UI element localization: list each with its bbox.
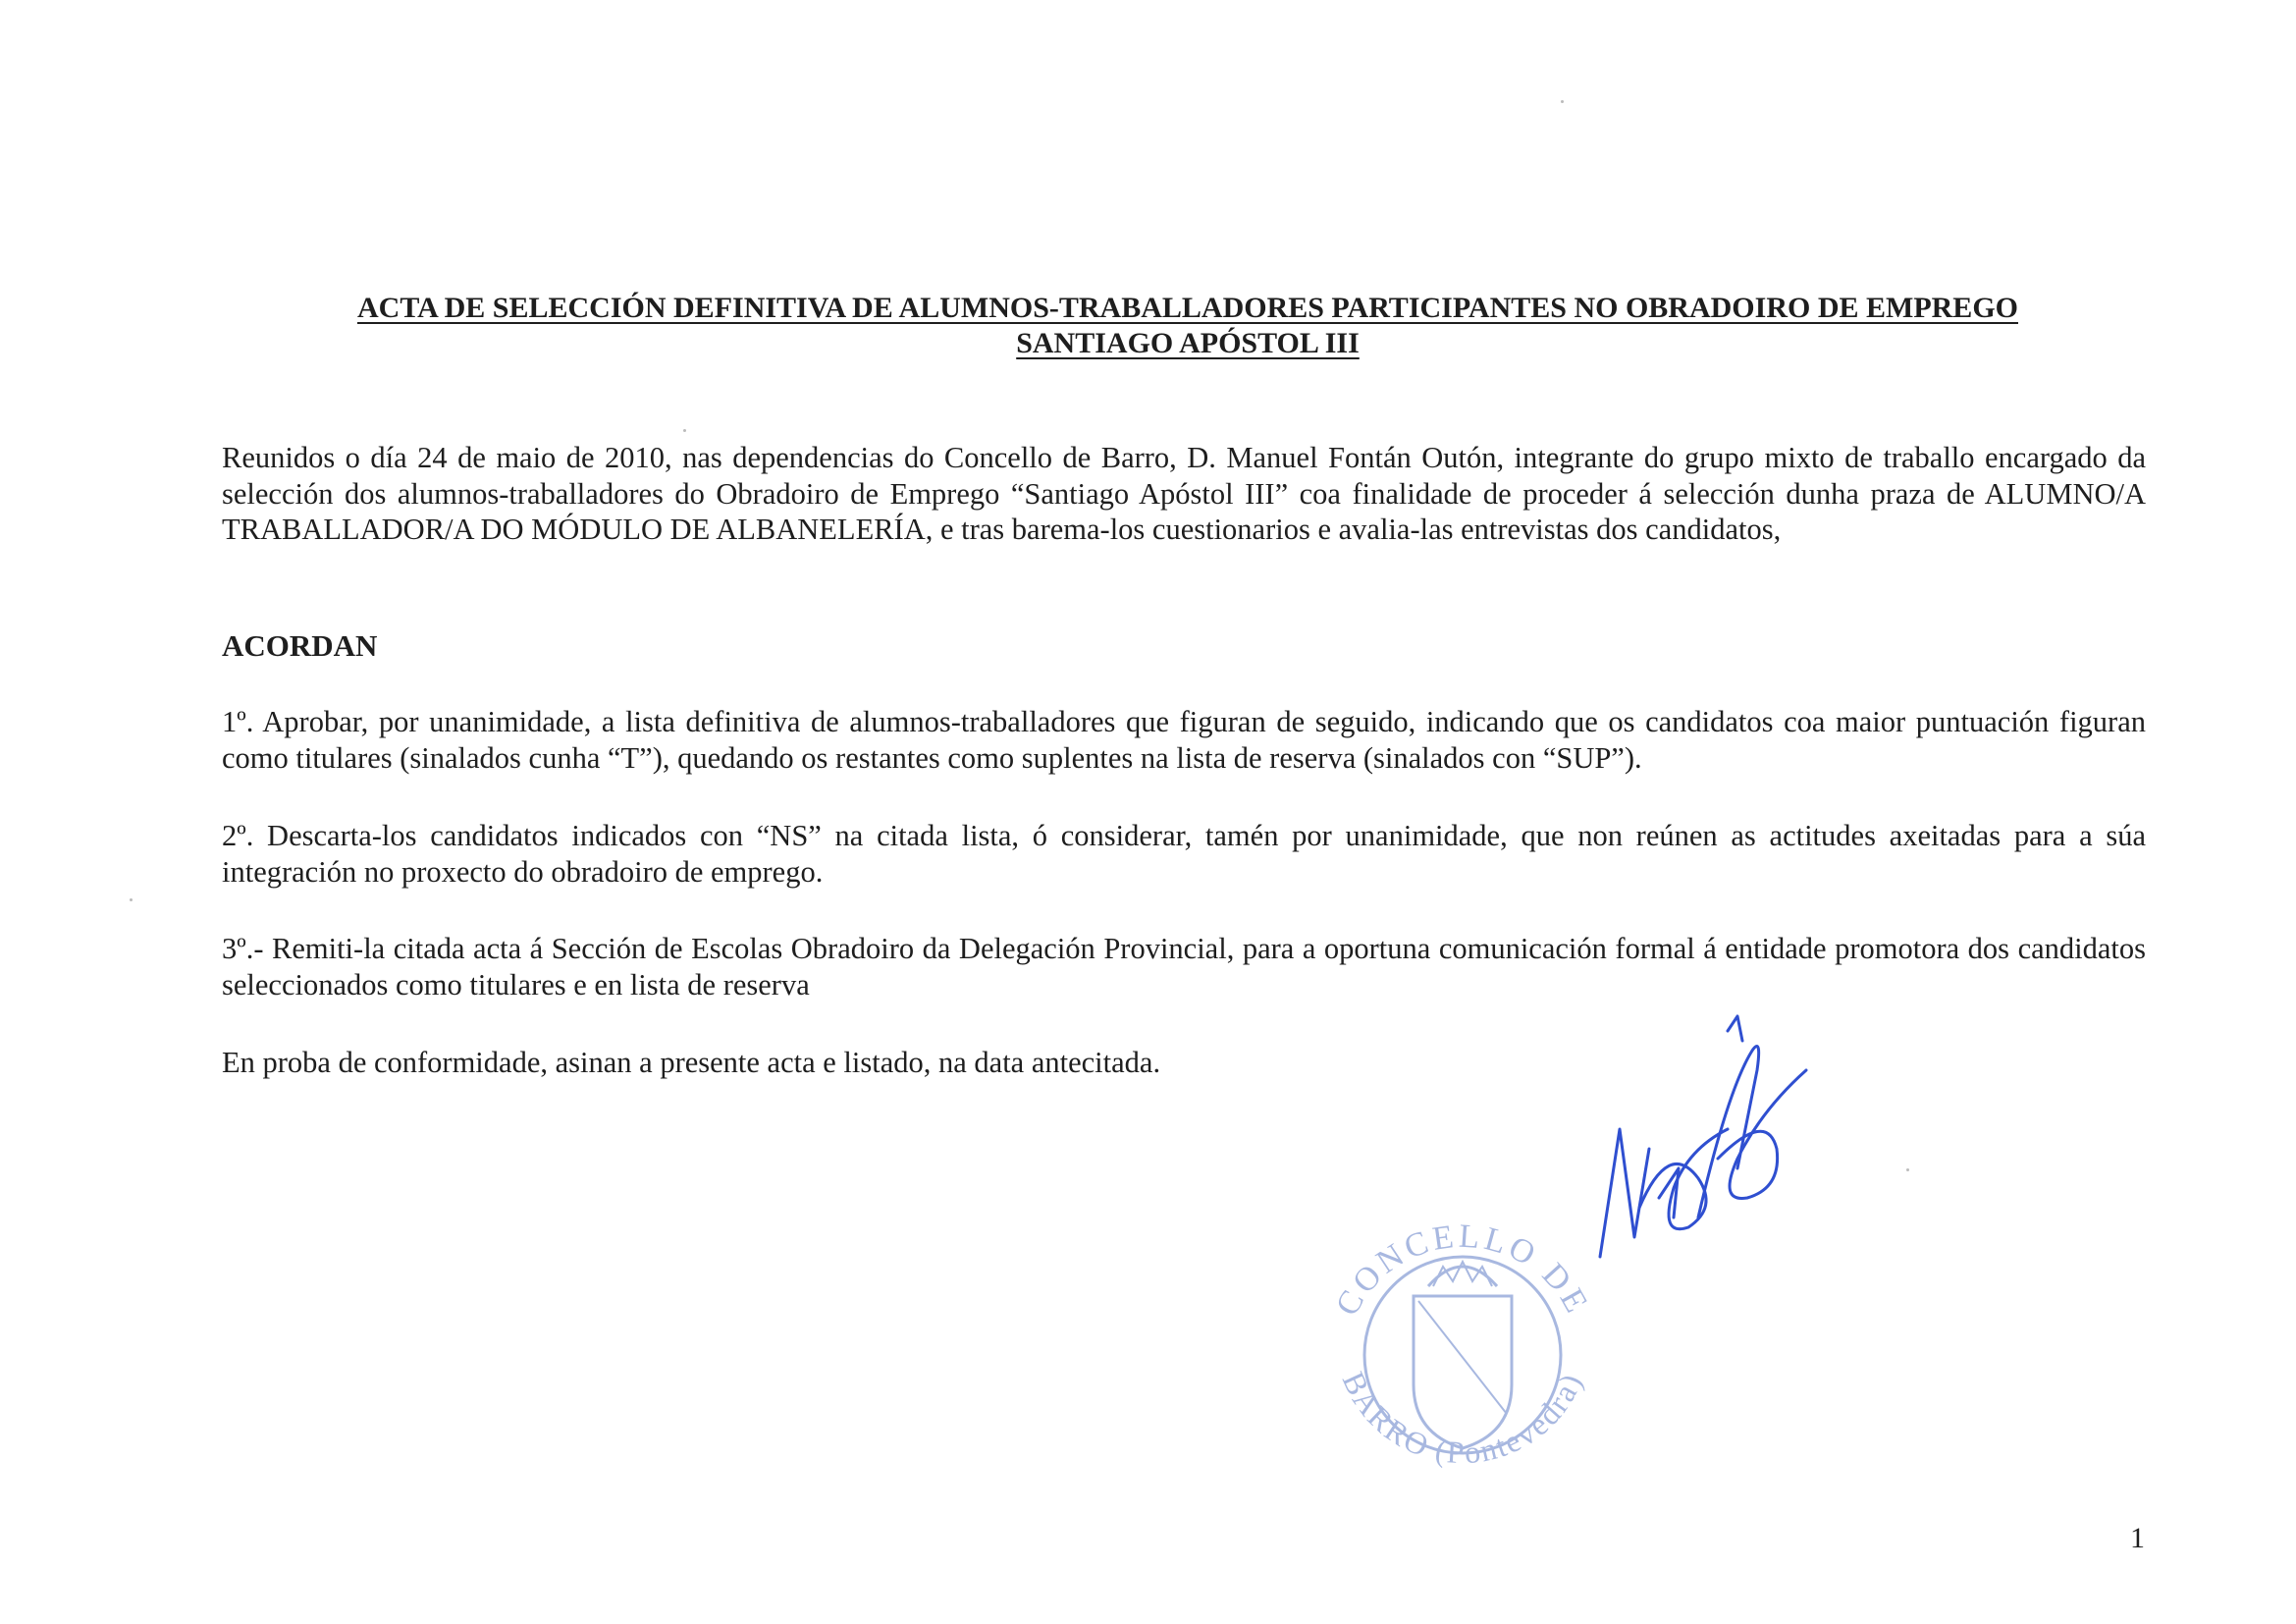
seal-bottom-text: BARRO (Pontevedra) [1335,1366,1590,1471]
point-3-paragraph: 3º.- Remiti-la citada acta á Sección de Escolas Obradoiro da Delegación Provincial, para a oportuna comunicación formal á entidade promotora dos candidatos seleccionados como titulares e en lista de reserva [222,932,2146,1001]
title-line-1: ACTA DE SELECCIÓN DEFINITIVA DE ALUMNOS-TRABALLADORES PARTICIPANTES NO OBRADOIRO DE EMPREGO [357,292,2018,324]
scan-speck [1561,100,1564,103]
closing-paragraph: En proba de conformidade, asinan a presente acta e listado, na data antecitada. [222,1046,1161,1079]
seal-top-text: CONCELLO DE [1328,1218,1597,1323]
point-2-paragraph: 2º. Descarta-los candidatos indicados con “NS” na citada lista, ó considerar, tamén por unanimidade, que non reúnen as actitudes axeitadas para a súa integración no proxecto do obradoiro de emprego. [222,819,2146,889]
svg-text:CONCELLO DE [1329,1218,1596,1323]
concello-seal [1296,1188,1629,1522]
svg-text:BARRO (Pontevedra) [1336,1367,1589,1471]
acordan-heading: ACORDAN [222,628,378,663]
scan-speck [1906,1168,1909,1171]
scan-speck [130,898,133,901]
scan-speck [683,429,686,432]
point-1-paragraph: 1º. Aprobar, por unanimidade, a lista definitiva de alumnos-traballadores que figuran de seguido, indicando que os candidatos coa maior puntuación figuran como titulares (sinalados cunha “T”), quedando os restantes como suplentes na lista de reserva (sinalados con “SUP”). [222,705,2146,775]
handwritten-signature [1580,1011,1826,1276]
page-number: 1 [2130,1522,2145,1554]
title-line-2: SANTIAGO APÓSTOL III [1016,327,1360,359]
document-title [226,291,2150,361]
intro-paragraph: Reunidos o día 24 de maio de 2010, nas dependencias do Concello de Barro, D. Manuel Fontán Outón, integrante do grupo mixto de traballo encargado da selección dos alumnos-traballadores do Obradoiro de Emprego “Santiago Apóstol III” coa finalidade de proceder á selección dunha praza de ALUMNO/A TRABALLADOR/A DO MÓDULO DE ALBANELERÍA, e tras barema-los cuestionarios e avalia-las entrevistas dos candidatos, [222,441,2146,546]
